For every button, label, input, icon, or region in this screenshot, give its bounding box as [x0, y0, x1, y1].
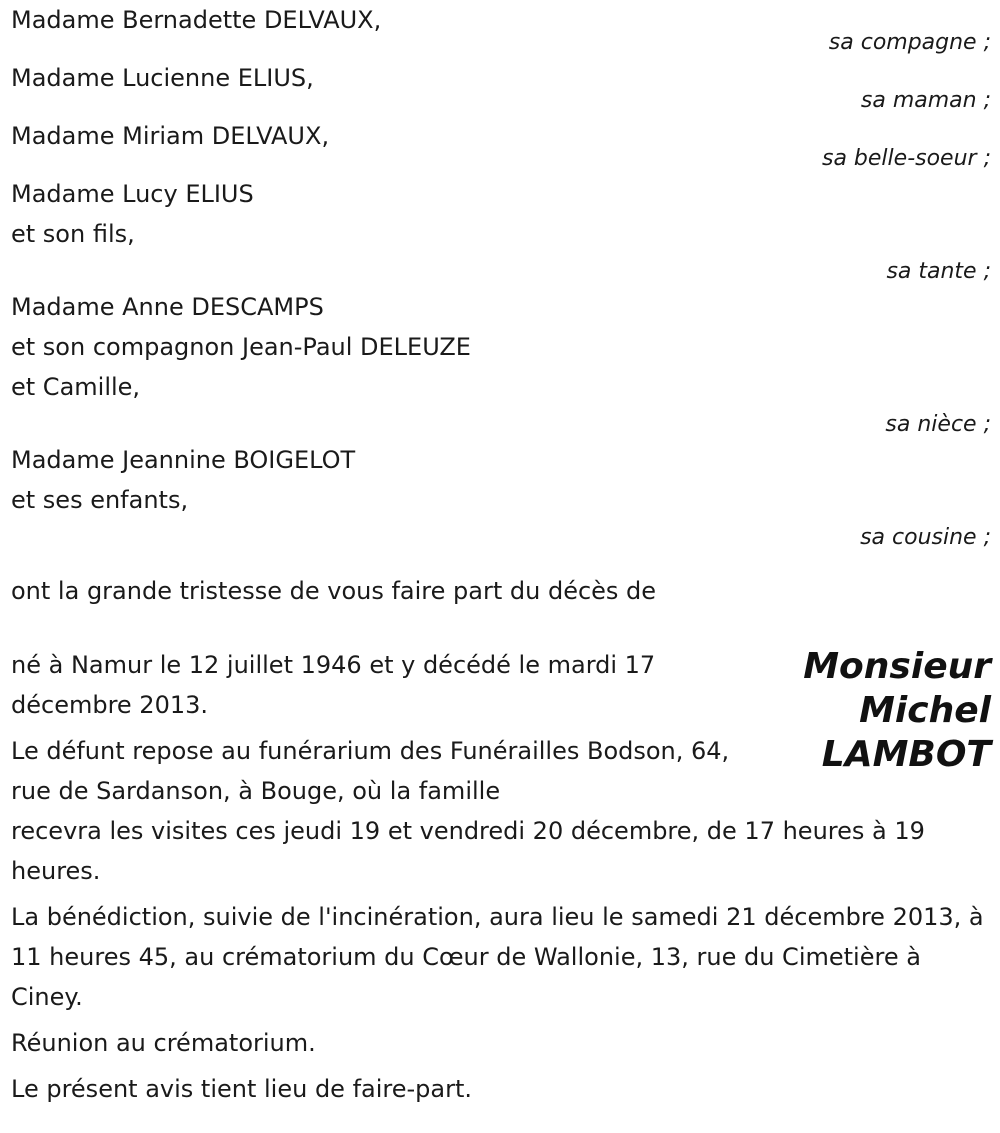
relation-label: sa nièce ;	[885, 412, 991, 437]
notice-paragraph: Le présent avis tient lieu de faire-part.	[11, 1075, 473, 1103]
family-member-line: et son fils,	[11, 220, 135, 248]
relation-label: sa maman ;	[860, 88, 991, 113]
family-member-line: Madame Anne DESCAMPS	[11, 293, 324, 321]
repose-paragraph: Le défunt repose au funérarium des Funérailles Bodson, 64, rue de Sardanson, à Bouge, où la famille	[11, 737, 730, 805]
repose-continued-paragraph: recevra les visites ces jeudi 19 et vendredi 20 décembre, de 17 heures à 19 heures.	[11, 817, 925, 885]
relation-label: sa cousine ;	[860, 525, 991, 550]
deceased-name	[803, 645, 991, 777]
relation-label: sa compagne ;	[828, 30, 991, 55]
family-member-line: Madame Bernadette DELVAUX,	[11, 6, 382, 34]
relation-label: sa belle-soeur ;	[822, 146, 991, 171]
details-section	[11, 645, 991, 1109]
deceased-title: Monsieur	[803, 646, 991, 687]
family-entry	[11, 440, 991, 553]
intro-text: ont la grande tristesse de vous faire part du décès de	[11, 577, 657, 605]
family-member-line: Madame Jeannine BOIGELOT	[11, 446, 356, 474]
family-member-line: Madame Lucy ELIUS	[11, 180, 254, 208]
family-member-line: et son compagnon Jean-Paul DELEUZE	[11, 333, 471, 361]
relation-label: sa tante ;	[886, 259, 991, 284]
family-member-line: et ses enfants,	[11, 486, 189, 514]
deceased-first-name: Michel	[859, 690, 991, 731]
birth-death-paragraph: né à Namur le 12 juillet 1946 et y décédé le mardi 17 décembre 2013.	[11, 651, 656, 719]
family-entry	[11, 174, 991, 287]
family-member-line: et Camille,	[11, 373, 141, 401]
obituary-notice	[11, 0, 991, 1115]
family-list	[11, 0, 991, 553]
family-member-line: Madame Lucienne ELIUS,	[11, 64, 314, 92]
family-member-line: Madame Miriam DELVAUX,	[11, 122, 330, 150]
reunion-paragraph: Réunion au crématorium.	[11, 1029, 316, 1057]
family-entry	[11, 0, 991, 58]
family-entry	[11, 58, 991, 116]
family-entry	[11, 287, 991, 440]
deceased-last-name: LAMBOT	[821, 734, 991, 775]
ceremony-paragraph: La bénédiction, suivie de l'incinération, aura lieu le samedi 21 décembre 2013, à 11 heures 45, au crématorium du Cœur de Wallonie, 13, rue du Cimetière à Ciney.	[11, 903, 984, 1011]
family-entry	[11, 116, 991, 174]
